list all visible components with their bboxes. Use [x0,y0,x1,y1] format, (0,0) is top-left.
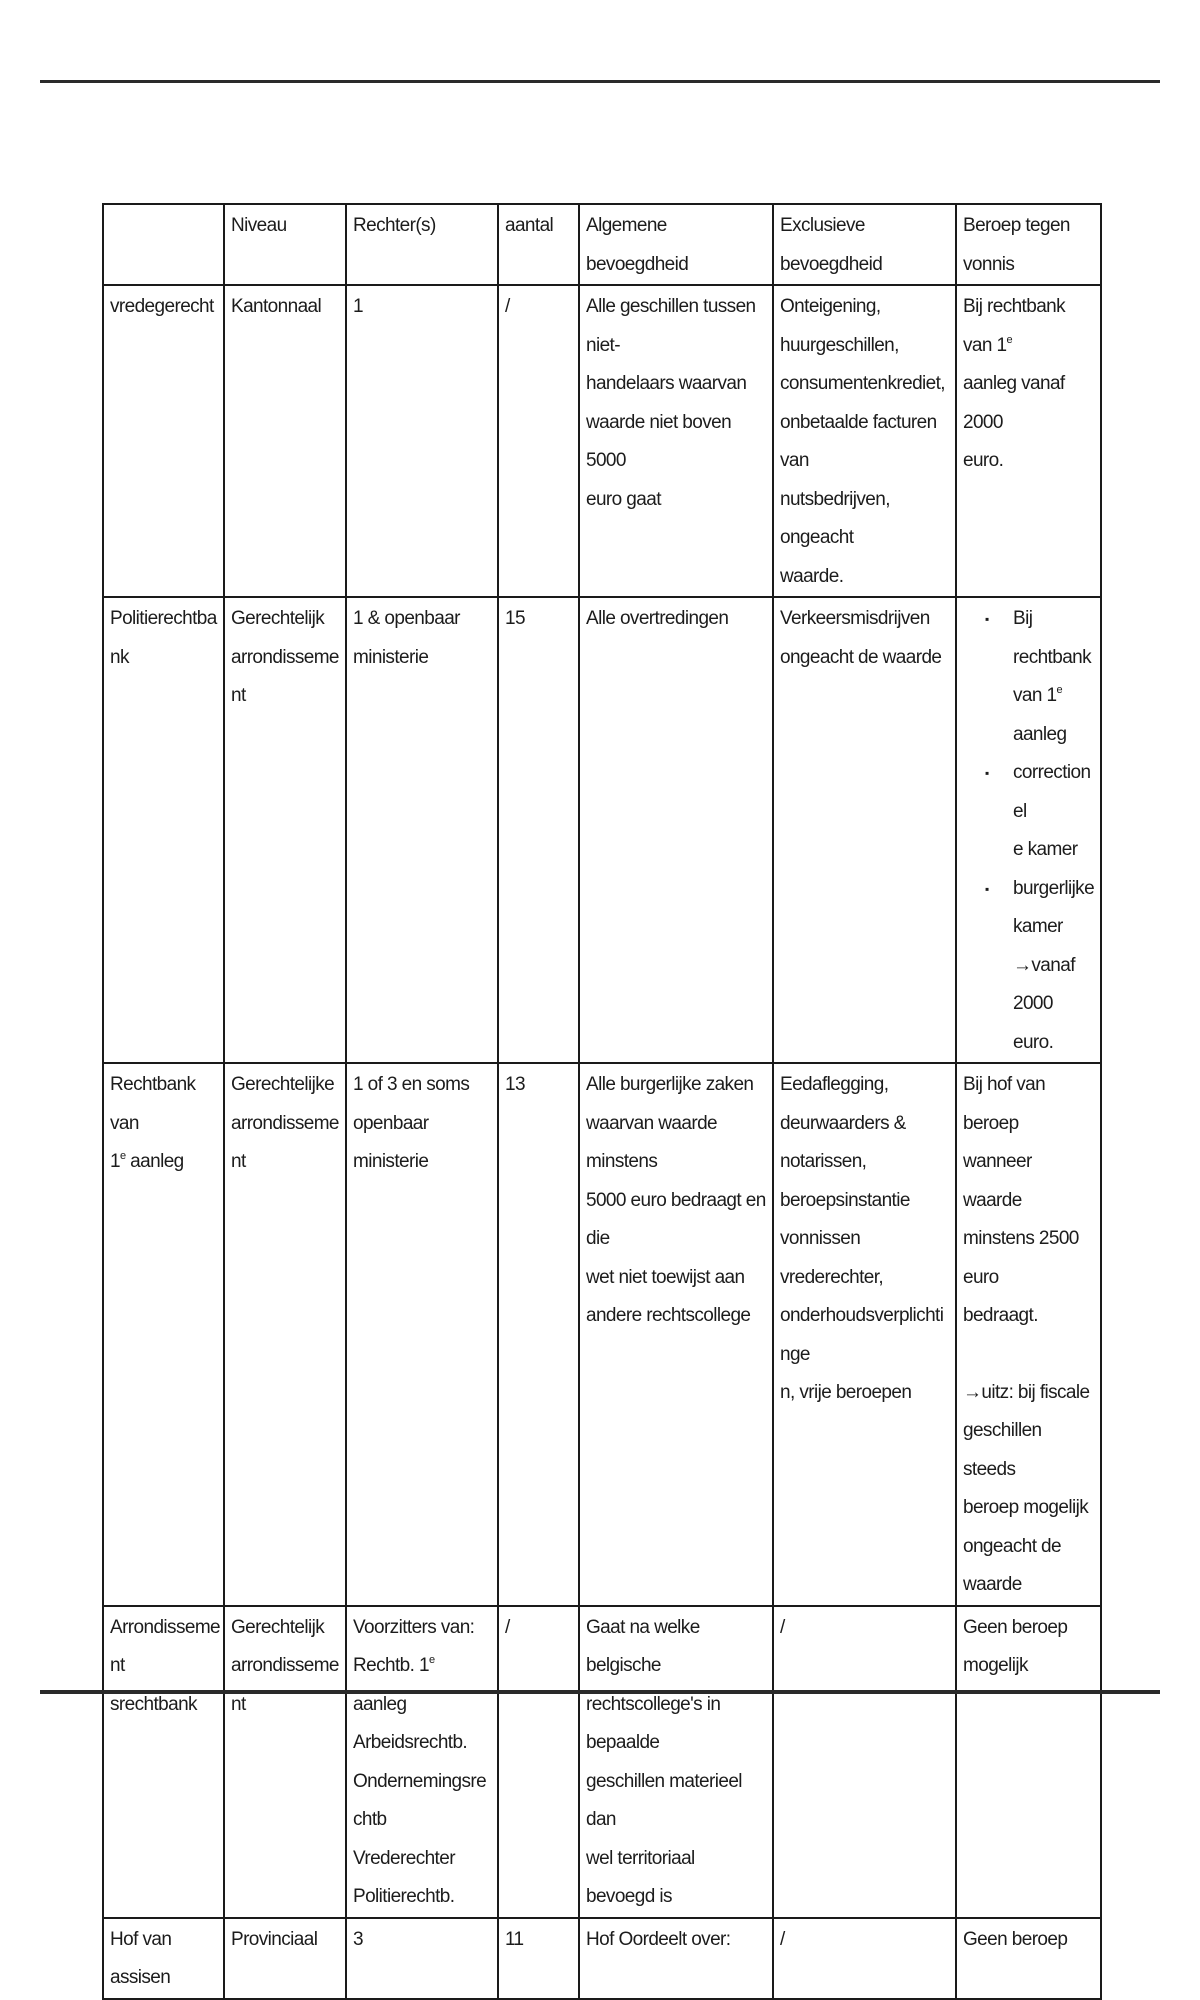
exclusief-cell: Eedaflegging, deurwaarders & notarissen, beroepsinstantie vonnissen vrederechter, onderhoudsverplichtinge n, vrije beroepen [773,1063,956,1606]
court-name: Politierechtbank [103,597,224,1063]
header-row [103,204,1101,285]
appeal-list [963,600,1095,1062]
exclusief-cell: / [773,1918,956,1999]
beroep-cell: Geen beroep mogelijk [956,1606,1101,1918]
rechters-cell: 1 [346,285,498,597]
beroep-cell: Bij rechtbank van 1e aanleg vanaf 2000 euro. [956,285,1101,597]
bullet-icon: ▪ [985,766,989,780]
bullet-icon: ▪ [985,612,989,626]
exclusief-cell: Verkeersmisdrijven ongeacht de waarde [773,597,956,1063]
niveau-cell: Kantonnaal [224,285,346,597]
bullet-icon: ▪ [985,881,989,896]
court-name: Arrondissement srechtbank [103,1606,224,1918]
niveau-cell: Gerechtelijk arrondissement [224,597,346,1063]
top-rule [40,80,1160,83]
rechters-cell: 1 of 3 en soms openbaar ministerie [346,1063,498,1606]
exclusief-cell: / [773,1606,956,1918]
aantal-cell: 15 [498,597,579,1063]
rechters-cell: 3 [346,1918,498,1999]
niveau-cell: Gerechtelijk arrondissement [224,1606,346,1918]
algemeen-cell: Alle geschillen tussen niet- handelaars waarvan waarde niet boven 5000 euro gaat [579,285,773,597]
algemeen-cell: Alle overtredingen [579,597,773,1063]
table-row-arrondissementsrechtbank [103,1606,1101,1918]
niveau-cell: Gerechtelijke arrondissement [224,1063,346,1606]
bottom-rule [40,1690,1160,1694]
beroep-cell [956,597,1101,1063]
algemeen-cell: Gaat na welke belgische rechtscollege's in bepaalde geschillen materieel dan wel territoriaal bevoegd is [579,1606,773,1918]
list-item: ▪ Bij rechtbank van 1e aanleg [1013,600,1095,754]
court-jurisdiction-table [102,203,1102,2000]
table-row-hof-van-assisen [103,1918,1101,1999]
algemeen-cell: Alle burgerlijke zaken waarvan waarde minstens 5000 euro bedraagt en die wet niet toewijst aan andere rechtscollege [579,1063,773,1606]
aantal-cell: 13 [498,1063,579,1606]
rechters-cell: 1 & openbaar ministerie [346,597,498,1063]
aantal-cell: 11 [498,1918,579,1999]
rechters-cell: Voorzitters van: Rechtb. 1e aanleg Arbeidsrechtb. Ondernemingsrechtb Vrederechter Politierechtb. [346,1606,498,1918]
header-niveau: Niveau [224,204,346,285]
header-aantal: aantal [498,204,579,285]
court-name: Rechtbank van 1e aanleg [103,1063,224,1606]
header-rechters: Rechter(s) [346,204,498,285]
court-name: vredegerecht [103,285,224,597]
list-item: ▪ correctionel e kamer [1013,754,1095,870]
niveau-cell: Provinciaal [224,1918,346,1999]
aantal-cell: / [498,1606,579,1918]
beroep-cell: Bij hof van beroep wanneer waarde minstens 2500 euro bedraagt. →uitz: bij fiscale geschillen steeds beroep mogelijk ongeacht de waarde [956,1063,1101,1606]
court-name: Hof van assisen [103,1918,224,1999]
header-exclusieve-bevoegdheid: Exclusieve bevoegdheid [773,204,956,285]
header-algemene-bevoegdheid: Algemene bevoegdheid [579,204,773,285]
header-beroep: Beroep tegen vonnis [956,204,1101,285]
table-row-politierechtbank [103,597,1101,1063]
exclusief-cell: Onteigening, huurgeschillen, consumentenkrediet, onbetaalde facturen van nutsbedrijven, ongeacht waarde. [773,285,956,597]
table-row-rechtbank-eerste-aanleg [103,1063,1101,1606]
aantal-cell: / [498,285,579,597]
list-item: ▪ burgerlijke kamer →vanaf 2000 euro. [1013,870,1095,1063]
table-row-vredegerecht [103,285,1101,597]
header-cell-empty [103,204,224,285]
algemeen-cell: Hof Oordeelt over: [579,1918,773,1999]
beroep-cell: Geen beroep [956,1918,1101,1999]
